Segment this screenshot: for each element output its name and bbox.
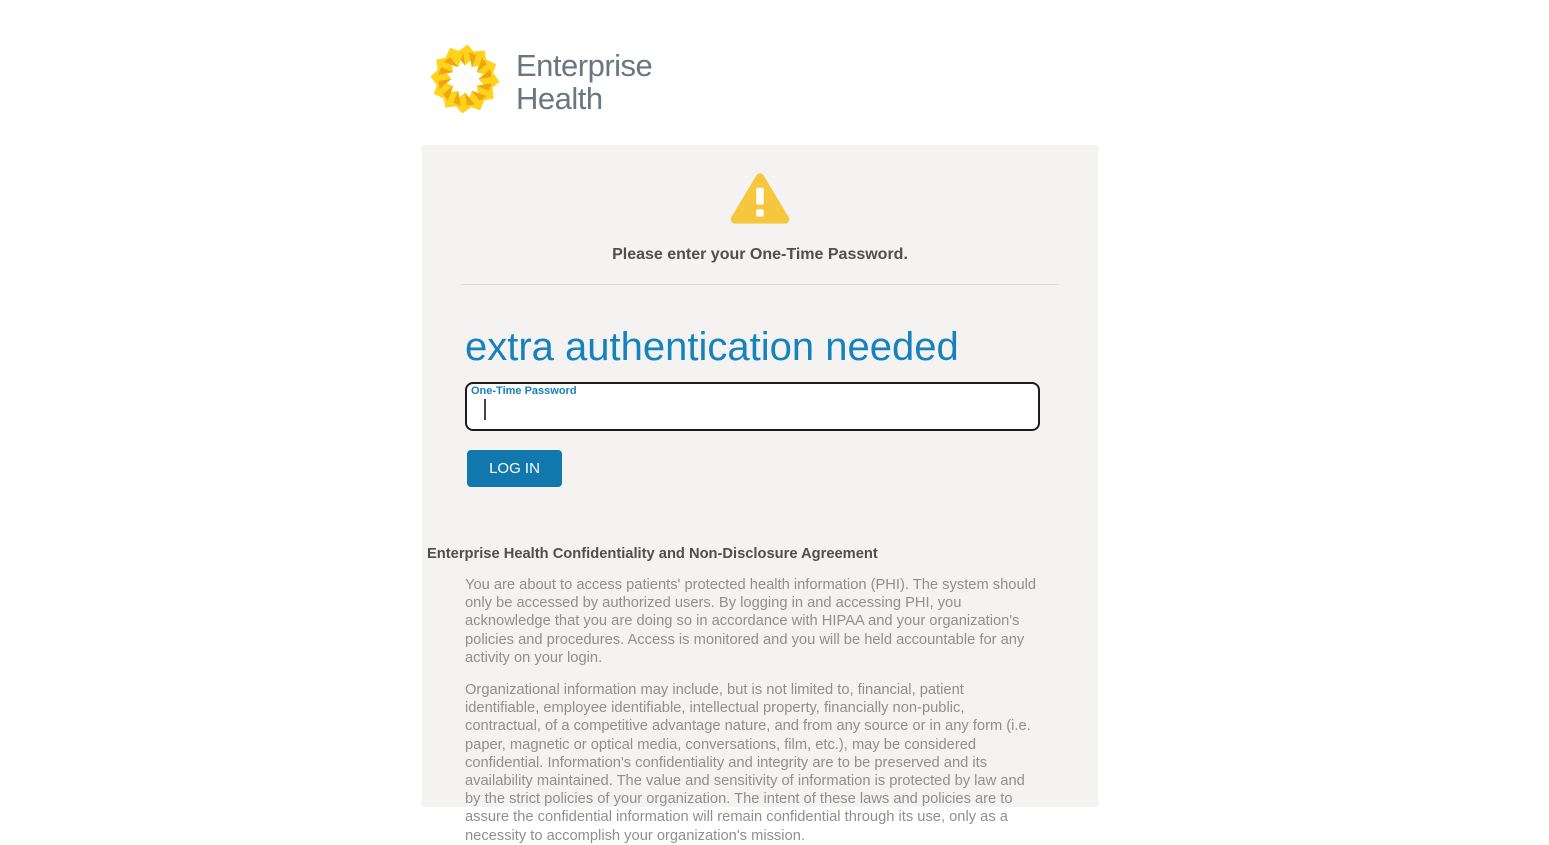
agreement-paragraph: Organizational information may include, but is not limited to, financial, patient identifiable, employee identifiable, intellectual property, financially non-public, contractual, of a competitive advantage nature, and from any source or in any form (i.e. paper, magnetic or optical media, conversations, film, etc.), may be considered confidential. Information's confidentiality and integrity are to be preserved and its availability maintained. The value and sensitivity of information is protected by law and by the strict policies of your organization. The intent of these laws and policies are to assure the confidential information will remain confidential through its use, only as a necessity to accomplish your organization's mission. <box>465 682 1031 844</box>
sunflower-icon <box>428 39 502 119</box>
auth-heading: extra authentication needed <box>465 325 959 369</box>
otp-label: One-Time Password <box>471 385 577 397</box>
otp-field <box>465 382 1040 431</box>
agreement-text <box>422 576 1098 845</box>
otp-input[interactable] <box>482 399 1027 421</box>
warning-triangle-icon <box>730 172 790 225</box>
agreement-heading: Enterprise Health Confidentiality and Non-Disclosure Agreement <box>427 546 878 562</box>
auth-panel <box>422 145 1098 844</box>
login-button[interactable]: LOG IN <box>467 450 562 487</box>
brand-name <box>516 39 652 115</box>
alert-message: Please enter your One-Time Password. <box>612 246 908 263</box>
divider <box>461 284 1058 285</box>
agreement-paragraph: You are about to access patients' protected health information (PHI). The system should only be accessed by authorized users. By logging in and accessing PHI, you acknowledge that you are doing so in accordance with HIPAA and your organization's policies and procedures. Access is monitored and you will be held accountable for any activity on your login. <box>465 577 1037 666</box>
brand-name-line2: Health <box>516 81 603 116</box>
brand-logo <box>428 39 652 119</box>
text-caret <box>484 399 486 420</box>
brand-name-line1: Enterprise <box>516 48 653 83</box>
